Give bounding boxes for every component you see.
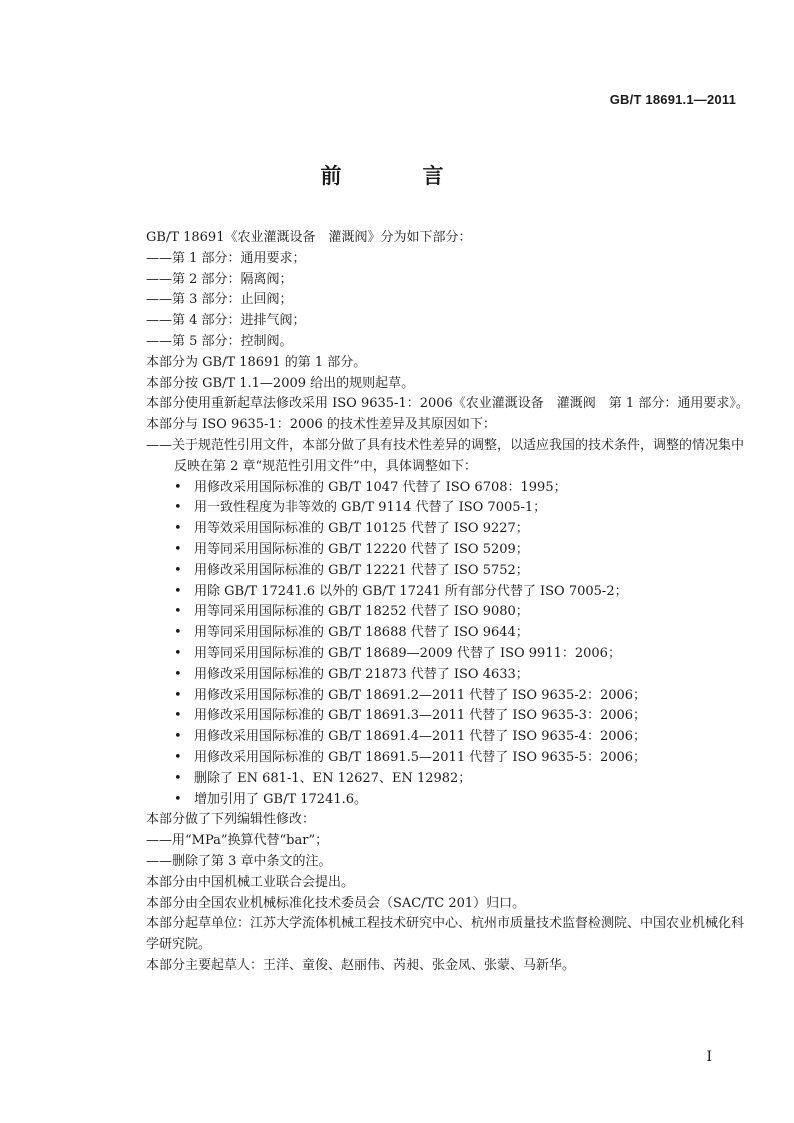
list-item-text: 用修改采用国际标准的 GB/T 18691.4—2011 代替了 ISO 9635-4：2006； (194, 729, 647, 745)
drafting-units: 本部分起草单位：江苏大学流体机械工程技术研究中心、杭州市质量技术监督检测院、中国农业机械化科学研究院。 (146, 916, 745, 953)
list-item-text: 增加引用了 GB/T 17241.6。 (194, 791, 368, 807)
bullet-icon: • (174, 583, 182, 599)
paragraph: 本部分按 GB/T 1.1—2009 给出的规则起草。 (146, 375, 415, 391)
bullet-icon: • (174, 645, 182, 661)
list-item (146, 498, 746, 519)
bullet-icon: • (174, 479, 182, 495)
list-item (146, 602, 746, 623)
page-number: I (706, 1049, 712, 1065)
edit-item: ——删除了第 3 章中条文的注。 (146, 853, 332, 869)
bullet-icon: • (174, 666, 182, 682)
list-item (146, 540, 746, 561)
bullet-icon: • (174, 749, 182, 765)
foreword-body (146, 228, 749, 977)
list-item (146, 519, 746, 540)
list-item (146, 706, 746, 727)
bullet-icon: • (174, 562, 182, 578)
bullet-icon: • (174, 729, 182, 745)
part-item: ——第 2 部分：隔离阀； (146, 271, 293, 287)
intro-paragraph: GB/T 18691《农业灌溉设备 灌溉阀》分为如下部分： (146, 230, 472, 245)
list-item-text: 用修改采用国际标准的 GB/T 18691.5—2011 代替了 ISO 9635-5：2006； (194, 749, 647, 765)
paragraph: 本部分由中国机械工业联合会提出。 (146, 874, 355, 890)
bullet-icon: • (174, 687, 182, 703)
bullet-icon: • (174, 708, 182, 724)
list-item (146, 623, 746, 644)
part-item: ——第 1 部分：通用要求； (146, 250, 306, 266)
list-item (146, 561, 746, 582)
list-item-text: 用等效采用国际标准的 GB/T 10125 代替了 ISO 9227； (194, 521, 529, 537)
edit-item: ——用“MPa”换算代替“bar”； (146, 833, 329, 849)
paragraph: 本部分与 ISO 9635-1：2006 的技术性差异及其原因如下： (146, 417, 496, 433)
list-item-text: 用等同采用国际标准的 GB/T 18688 代替了 ISO 9644； (194, 625, 529, 641)
list-item (146, 644, 746, 665)
bullet-icon: • (174, 770, 182, 786)
list-item (146, 790, 746, 811)
list-item-text: 删除了 EN 681-1、EN 12627、EN 12982； (194, 770, 472, 786)
list-item-text: 用等同采用国际标准的 GB/T 12220 代替了 ISO 5209； (194, 541, 529, 557)
list-item (146, 478, 746, 499)
list-item-text: 用修改采用国际标准的 GB/T 12221 代替了 ISO 5752； (194, 562, 529, 578)
bullet-icon: • (174, 521, 182, 537)
page-title: 前 言 (320, 164, 474, 188)
bullet-icon: • (174, 791, 182, 807)
standard-code: GB/T 18691.1—2011 (609, 92, 736, 107)
list-item-text: 用修改采用国际标准的 GB/T 1047 代替了 ISO 6708：1995； (194, 479, 567, 495)
part-item: ——第 3 部分：止回阀； (146, 292, 293, 308)
list-item-text: 用一致性程度为非等效的 GB/T 9114 代替了 ISO 7005-1； (194, 500, 547, 516)
paragraph: 本部分使用重新起草法修改采用 ISO 9635-1：2006《农业灌溉设备 灌溉阀 第 1 部分：通用要求》。 (146, 396, 749, 412)
bullet-icon: • (174, 604, 182, 620)
list-item-text: 用修改采用国际标准的 GB/T 18691.2—2011 代替了 ISO 9635-2：2006； (194, 687, 647, 703)
part-item: ——第 5 部分：控制阀。 (146, 333, 293, 349)
drafters: 本部分主要起草人：王洋、童俊、赵丽伟、芮昶、张金凤、张蒙、马新华。 (146, 957, 576, 973)
paragraph: 本部分为 GB/T 18691 的第 1 部分。 (146, 354, 367, 370)
paragraph: 本部分由全国农业机械标准化技术委员会（SAC/TC 201）归口。 (146, 895, 526, 911)
part-item: ——第 4 部分：进排气阀； (146, 313, 306, 329)
list-item (146, 727, 746, 748)
list-item (146, 665, 746, 686)
list-item-text: 用修改采用国际标准的 GB/T 21873 代替了 ISO 4633； (194, 666, 529, 682)
paragraph: 本部分做了下列编辑性修改： (146, 812, 316, 828)
list-item (146, 748, 746, 769)
list-item-text: 用修改采用国际标准的 GB/T 18691.3—2011 代替了 ISO 9635-3：2006； (194, 708, 647, 724)
list-item (146, 769, 746, 790)
list-item-text: 用等同采用国际标准的 GB/T 18252 代替了 ISO 9080； (194, 604, 529, 620)
bullet-icon: • (174, 625, 182, 641)
list-item (146, 582, 746, 603)
bullet-icon: • (174, 500, 182, 516)
list-item-text: 用除 GB/T 17241.6 以外的 GB/T 17241 所有部分代替了 ISO 7005-2； (194, 583, 628, 599)
bullet-icon: • (174, 541, 182, 557)
list-item-text: 用等同采用国际标准的 GB/T 18689—2009 代替了 ISO 9911：2006； (194, 645, 621, 661)
differences-intro: ——关于规范性引用文件，本部分做了具有技术性差异的调整，以适应我国的技术条件，调整的情况集中反映在第 2 章“规范性引用文件”中，具体调整如下： (146, 437, 745, 474)
list-item (146, 686, 746, 707)
